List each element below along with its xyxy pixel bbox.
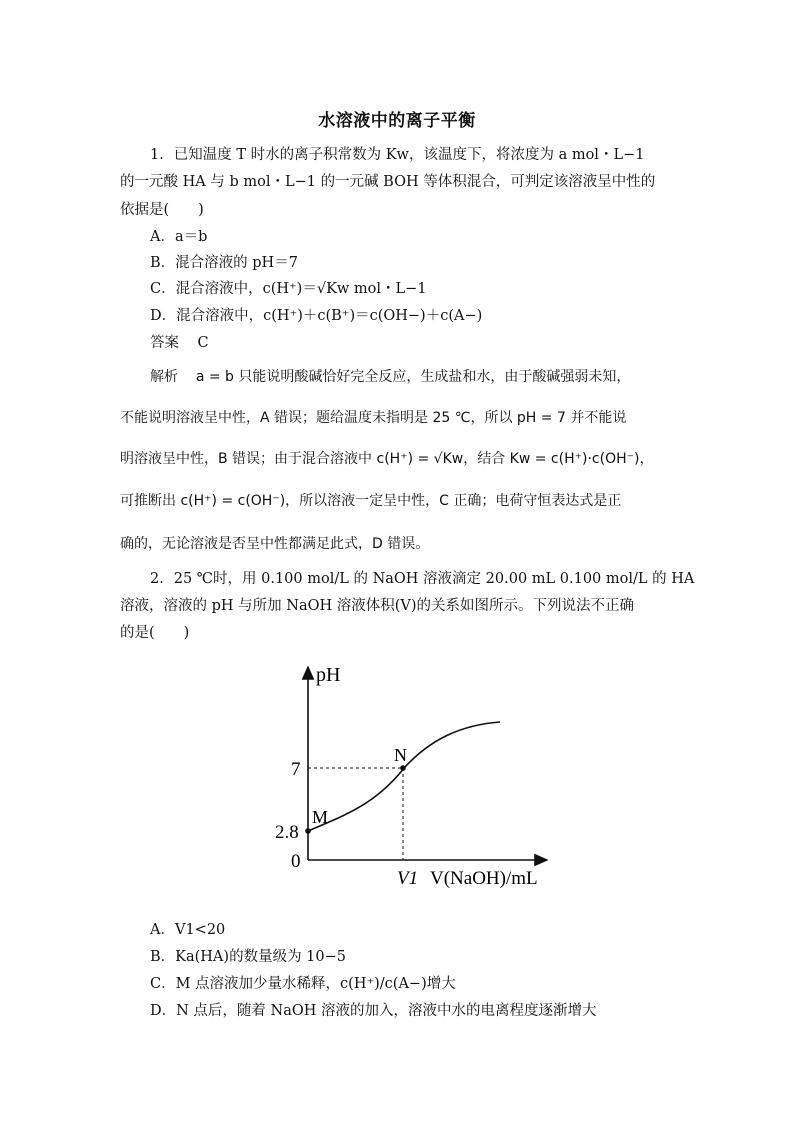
x-axis-label: V(NaOH)/mL xyxy=(430,868,538,889)
point-n-marker xyxy=(400,765,406,771)
q2-option-d: D．N 点后，随着 NaOH 溶液的加入，溶液中水的电离程度逐渐增大 xyxy=(150,1003,597,1019)
q1-option-c: C．混合溶液中，c(H⁺)＝√Kw mol・L−1 xyxy=(150,281,427,297)
q1-analysis-line-4: 可推断出 c(H⁺) = c(OH⁻)，所以溶液一定呈中性，C 正确；电荷守恒表达式是正 xyxy=(120,493,622,509)
q1-line-1: 1．已知温度 T 时水的离子积常数为 Kw，该温度下，将浓度为 a mol・L−1 xyxy=(150,147,645,163)
titration-curve-svg xyxy=(255,655,565,900)
y-axis-label: pH xyxy=(316,664,341,686)
q1-option-d: D．混合溶液中，c(H⁺)＋c(B⁺)＝c(OH−)＋c(A−) xyxy=(150,308,483,324)
point-m-marker xyxy=(305,828,311,834)
titration-curve xyxy=(308,722,500,831)
titration-curve-figure xyxy=(255,655,565,900)
tick-label-7: 7 xyxy=(291,759,301,780)
q2-option-a: A．V1<20 xyxy=(150,922,226,938)
q2-line-3: 的是( ) xyxy=(120,625,190,641)
q2-line-1: 2．25 ℃时，用 0.100 mol/L 的 NaOH 溶液滴定 20.00 mL 0.100 mol/L 的 HA xyxy=(150,571,695,587)
point-m-label: M xyxy=(312,807,329,827)
q1-answer xyxy=(150,331,209,352)
q1-option-b: B．混合溶液的 pH＝7 xyxy=(150,255,298,271)
page-title: 水溶液中的离子平衡 xyxy=(318,111,476,131)
q1-line-3: 依据是( ) xyxy=(120,202,204,218)
point-n-label: N xyxy=(394,745,407,765)
q2-option-b: B．Ka(HA)的数量级为 10−5 xyxy=(150,949,346,965)
q1-line-2: 的一元酸 HA 与 b mol・L−1 的一元碱 BOH 等体积混合，可判定该溶液呈中性的 xyxy=(120,174,656,190)
tick-label-2-8: 2.8 xyxy=(275,822,299,843)
answer-value: C xyxy=(197,335,209,351)
tick-label-v1: V1 xyxy=(397,868,419,889)
q2-line-2: 溶液，溶液的 pH 与所加 NaOH 溶液体积(V)的关系如图所示。下列说法不正确 xyxy=(120,598,635,614)
origin-label: 0 xyxy=(291,851,301,872)
q1-option-a: A．a＝b xyxy=(150,229,208,245)
q1-analysis-line-3: 明溶液呈中性，B 错误；由于混合溶液中 c(H⁺) = √Kw，结合 Kw = c(H⁺)·c(OH⁻)， xyxy=(120,451,654,467)
q1-analysis-line-2: 不能说明溶液呈中性，A 错误；题给温度未指明是 25 ℃，所以 pH = 7 并不能说 xyxy=(120,410,627,426)
q1-analysis-line-5: 确的，无论溶液是否呈中性都满足此式，D 错误。 xyxy=(120,536,430,552)
analysis-text-1: a = b 只能说明酸碱恰好完全反应，生成盐和水，由于酸碱强弱未知， xyxy=(195,369,631,385)
q2-option-c: C．M 点溶液加少量水稀释，c(H⁺)/c(A−)增大 xyxy=(150,976,456,992)
analysis-label: 解析 xyxy=(150,369,178,385)
q1-analysis-line-1 xyxy=(150,366,630,386)
answer-label: 答案 xyxy=(150,335,179,351)
